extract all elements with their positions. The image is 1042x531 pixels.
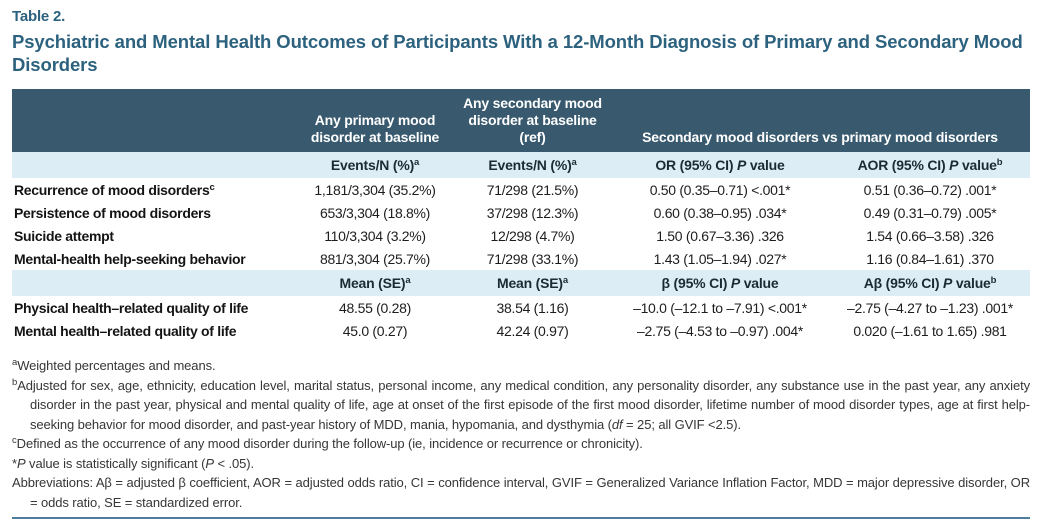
- header-empty-cell: [12, 89, 295, 152]
- cell-events-secondary: 37/298 (12.3%): [486, 204, 579, 221]
- cell-or: 0.60 (0.38–0.95) .034*: [653, 204, 787, 221]
- bottom-rule: [12, 517, 1030, 519]
- cell-aor: 1.54 (0.66–3.58) .326: [866, 227, 994, 244]
- footnote-b: $^b$Adjusted for sex, age, ethnicity, education level, marital status, personal income, any medical condition, any personality disorder, any substance use in the past year, any anxiety disorder in the past year, physical and mental quality of life, age at onset of the first episode of the first mood disorder, lifetime number of mood disorder types, age at first help-seeking behavior for mood disorder, and past-year history of MDD, mania, hypomania, and dysthymia (df = 25; all GVIF <2.5).: [12, 376, 1030, 432]
- cell-mean-primary: 45.0 (0.27): [342, 322, 408, 339]
- subheader-means-row: [12, 270, 1030, 296]
- cell-aor: 0.51 (0.36–0.72) .001*: [863, 181, 997, 198]
- footnote-abbreviations: Abbreviations: Aβ = adjusted β coefficient, AOR = adjusted odds ratio, CI = confidence interval, GVIF = Generalized Variance Inflation Factor, MDD = major depressive disorder, OR = odds ratio, SE = standardized error.: [12, 475, 1030, 510]
- outcomes-table: [12, 89, 1030, 342]
- footnotes: [12, 356, 1030, 512]
- subheader-or: OR (95% CI) P value: [610, 152, 830, 178]
- cell-events-primary: 1,181/3,304 (35.2%): [314, 181, 436, 198]
- subheader-events-primary: Events/N (%)$^a$: [295, 152, 455, 178]
- cell-events-primary: 110/3,304 (3.2%): [324, 227, 426, 244]
- footnote-a: $^a$Weighted percentages and means.: [12, 357, 216, 373]
- row-label: Suicide attempt: [14, 227, 114, 244]
- cell-aor: 0.49 (0.31–0.79) .005*: [863, 204, 997, 221]
- table-row: [12, 296, 1030, 319]
- table-row: [12, 224, 1030, 247]
- row-label: Mental-health help-seeking behavior: [14, 250, 246, 267]
- cell-abeta: –2.75 (–4.27 to –1.23) .001*: [847, 299, 1013, 316]
- cell-abeta: 0.020 (–1.61 to 1.65) .981: [853, 322, 1007, 339]
- column-group-header-row: [12, 89, 1030, 152]
- header-secondary-mood: Any secondary mood disorder at baseline (ref): [455, 89, 610, 152]
- table-row: [12, 178, 1030, 201]
- subheader-mean-primary: Mean (SE)$^a$: [295, 270, 455, 296]
- subheader-empty-cell: [12, 270, 295, 296]
- cell-aor: 1.16 (0.84–1.61) .370: [866, 250, 994, 267]
- table-row: [12, 319, 1030, 342]
- cell-or: 0.50 (0.35–0.71) <.001*: [649, 181, 791, 198]
- row-label: Mental health–related quality of life: [14, 322, 237, 339]
- footnote-c: $^c$Defined as the occurrence of any mood disorder during the follow-up (ie, incidence or recurrence or chronicity).: [12, 435, 643, 451]
- cell-mean-secondary: 42.24 (0.97): [496, 322, 569, 339]
- row-label: Persistence of mood disorders: [14, 204, 211, 221]
- subheader-events-row: [12, 152, 1030, 178]
- cell-mean-primary: 48.55 (0.28): [339, 299, 411, 316]
- cell-events-primary: 653/3,304 (18.8%): [319, 204, 431, 221]
- cell-beta: –2.75 (–4.53 to –0.97) .004*: [637, 322, 803, 339]
- cell-mean-secondary: 38.54 (1.16): [496, 299, 569, 316]
- cell-events-primary: 881/3,304 (25.7%): [319, 250, 431, 267]
- table-row: [12, 247, 1030, 270]
- footnote-significance: *P value is statistically significant (P < .05).: [12, 455, 254, 471]
- header-primary-mood: Any primary mood disorder at baseline: [295, 89, 455, 152]
- subheader-aor: AOR (95% CI) P value$^b$: [830, 152, 1030, 178]
- header-comparison: Secondary mood disorders vs primary mood disorders: [610, 89, 1030, 152]
- cell-events-secondary: 71/298 (21.5%): [486, 181, 579, 198]
- subheader-empty-cell: [12, 152, 295, 178]
- row-label: Recurrence of mood disorders$^c$: [14, 181, 215, 198]
- table-label: Table 2.: [12, 8, 66, 25]
- cell-events-secondary: 12/298 (4.7%): [490, 227, 575, 244]
- subheader-abeta: Aβ (95% CI) P value$^b$: [830, 270, 1030, 296]
- cell-or: 1.43 (1.05–1.94) .027*: [653, 250, 787, 267]
- subheader-beta: β (95% CI) P value: [610, 270, 830, 296]
- row-label: Physical health–related quality of life: [14, 299, 249, 316]
- cell-beta: –10.0 (–12.1 to –7.91) <.001*: [633, 299, 807, 316]
- cell-events-secondary: 71/298 (33.1%): [486, 250, 579, 267]
- page-title: Psychiatric and Mental Health Outcomes of Participants With a 12-Month Diagnosis of Primary and Secondary Mood Disorders: [12, 31, 1023, 75]
- subheader-events-secondary: Events/N (%)$^a$: [455, 152, 610, 178]
- cell-or: 1.50 (0.67–3.36) .326: [656, 227, 784, 244]
- subheader-mean-secondary: Mean (SE)$^a$: [455, 270, 610, 296]
- table-row: [12, 201, 1030, 224]
